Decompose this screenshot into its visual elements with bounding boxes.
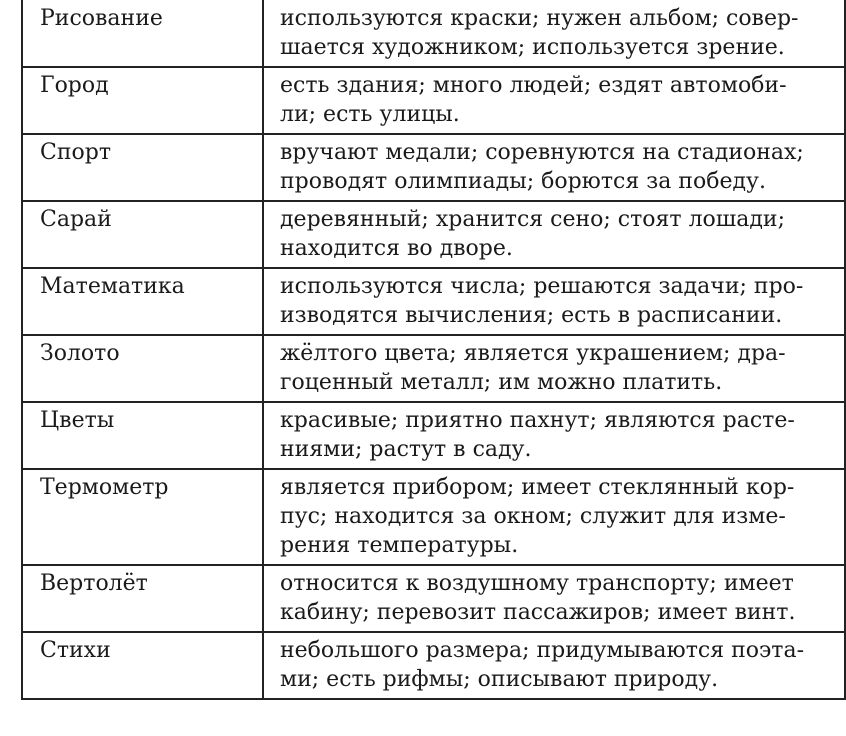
term-cell: Город [22,67,263,134]
table-body [22,0,845,699]
description-line: находится во дворе. [280,236,513,261]
term-cell: Термометр [22,469,263,565]
description-cell [263,201,845,268]
description-cell [263,67,845,134]
table-row [22,0,845,67]
description-line: жёлтого цвета; является украшением; дра- [280,341,786,366]
description-line: используются числа; решаются задачи; про- [280,274,804,299]
description-cell [263,402,845,469]
description-cell [263,134,845,201]
description-line: шается художником; используется зрение. [280,35,785,60]
description-line: есть здания; много людей; ездят автомоби- [280,73,787,98]
table-row [22,134,845,201]
table-row [22,335,845,402]
table-row [22,201,845,268]
table-row [22,632,845,699]
description-line: пус; находится за окном; служит для изме- [280,504,786,529]
term-cell: Золото [22,335,263,402]
description-cell [263,268,845,335]
description-cell [263,0,845,67]
associations-table [21,0,846,700]
description-cell [263,632,845,699]
term-cell: Стихи [22,632,263,699]
description-line: ми; есть рифмы; описывают природу. [280,667,719,692]
description-line: ниями; растут в саду. [280,437,532,462]
term-cell: Вертолёт [22,565,263,632]
description-line: является прибором; имеет стеклянный кор- [280,475,795,500]
description-line: ли; есть улицы. [280,102,460,127]
term-cell: Сарай [22,201,263,268]
description-line: небольшого размера; придумываются поэта- [280,638,805,663]
description-line: деревянный; хранится сено; стоят лошади; [280,207,785,232]
table-row [22,402,845,469]
table-row [22,469,845,565]
term-cell: Рисование [22,0,263,67]
description-line: гоценный металл; им можно платить. [280,370,723,395]
term-cell: Математика [22,268,263,335]
description-line: красивые; приятно пахнут; являются расте- [280,408,795,433]
description-line: кабину; перевозит пассажиров; имеет винт. [280,600,796,625]
description-line: рения температуры. [280,533,519,558]
table-row [22,565,845,632]
description-cell [263,469,845,565]
term-cell: Цветы [22,402,263,469]
description-line: проводят олимпиады; борются за победу. [280,169,766,194]
table-row [22,67,845,134]
description-line: используются краски; нужен альбом; совер- [280,6,799,31]
description-cell [263,565,845,632]
description-line: вручают медали; соревнуются на стадионах; [280,140,804,165]
description-cell [263,335,845,402]
term-cell: Спорт [22,134,263,201]
table-row [22,268,845,335]
description-line: изводятся вычисления; есть в расписании. [280,303,783,328]
description-line: относится к воздушному транспорту; имеет [280,571,794,596]
